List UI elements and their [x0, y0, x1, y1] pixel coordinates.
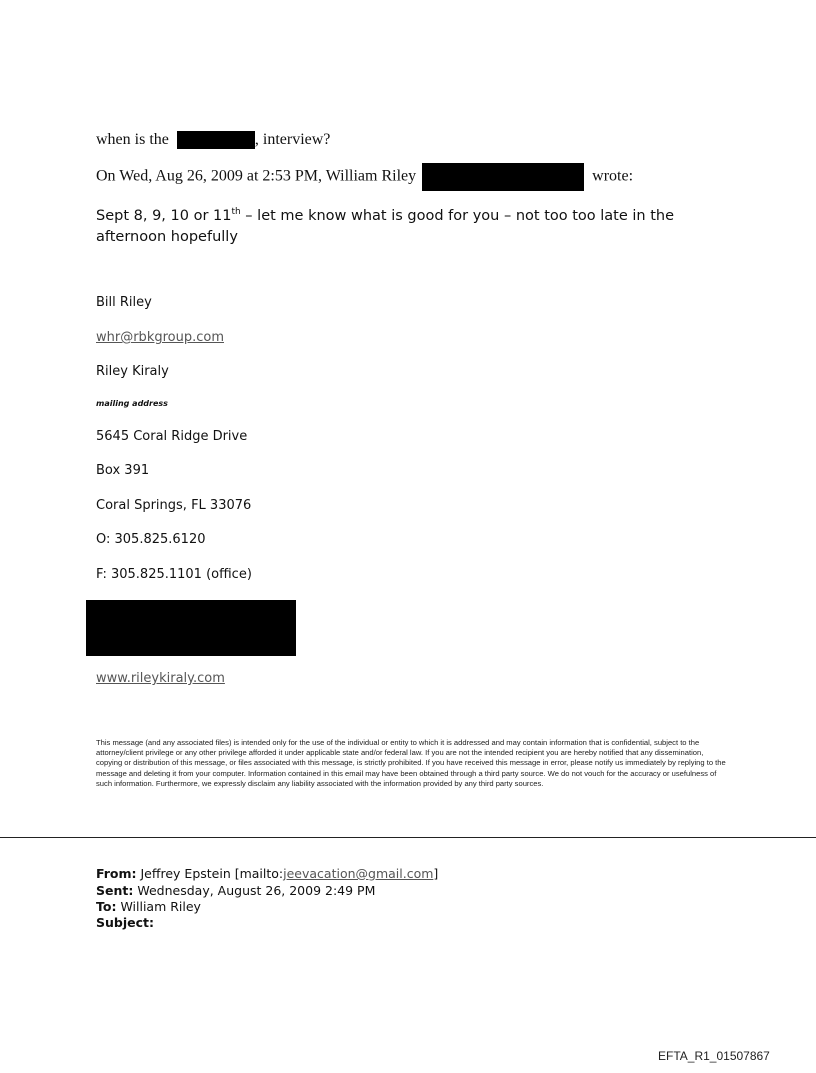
signature-email-link[interactable]: whr@rbkgroup.com: [96, 330, 224, 345]
quoted-header-text: On Wed, Aug 26, 2009 at 2:53 PM, William Riley: [96, 167, 417, 185]
signature-fax: F: 305.825.1101 (office): [96, 567, 252, 582]
reply-question-end: , interview?: [254, 131, 331, 148]
from-label: From:: [96, 866, 137, 881]
legal-disclaimer: This message (and any associated files) is intended only for the use of the individual or entity to which it is addressed and may contain information that is confidential, subject to the attorney/client privilege or any other privilege afforded it under applicable state and/or federal law. If you are not the intended recipient you are hereby notified that any dissemination, copying or distribution of this message, or files associated with this message, is strictly prohibited. If you have received this message in error, please notify us immediately by replying to the message and deleting it from your computer. Information contained in this email may have been obtained through a third party source. We do not vouch for the accuracy or usefulness of such information. Furthermore, we expressly disclaim any liability associated with the information provided by any third party sources.: [96, 738, 726, 788]
signature-name: Bill Riley: [96, 295, 152, 310]
signature-address-line-1: 5645 Coral Ridge Drive: [96, 429, 248, 444]
message-text-start: Sept 8, 9, 10 or 11: [96, 207, 232, 224]
to-value: William Riley: [120, 899, 201, 914]
reply-question-start: when is the: [96, 131, 169, 148]
sent-label: Sent:: [96, 883, 134, 898]
message-superscript: th: [231, 207, 241, 217]
original-to-line: [96, 899, 201, 914]
reply-question: [96, 131, 330, 149]
signature-address-line-3: Coral Springs, FL 33076: [96, 498, 252, 513]
original-from-line: [96, 866, 438, 881]
quoted-header-line: [96, 163, 633, 191]
message-text-end: – let me know what is good for you – not too too late in the afternoon hopefully: [96, 207, 675, 245]
signature-mailing-label: mailing address: [96, 399, 168, 408]
from-close: ]: [433, 866, 439, 881]
original-subject-line: [96, 915, 154, 930]
signature-website-link[interactable]: www.rileykiraly.com: [96, 671, 225, 686]
from-email-link[interactable]: jeevacation@gmail.com: [283, 866, 434, 881]
document-id: EFTA_R1_01507867: [658, 1049, 770, 1063]
to-label: To:: [96, 899, 117, 914]
sent-value: Wednesday, August 26, 2009 2:49 PM: [137, 883, 376, 898]
redaction-bar: [422, 163, 584, 191]
signature-address-line-2: Box 391: [96, 463, 150, 478]
redaction-bar: [177, 131, 255, 149]
signature-office-phone: O: 305.825.6120: [96, 532, 206, 547]
section-divider: [0, 837, 816, 838]
from-name: Jeffrey Epstein [mailto:: [140, 866, 284, 881]
quoted-message: [96, 202, 736, 248]
redaction-block: [86, 600, 296, 656]
subject-label: Subject:: [96, 915, 154, 930]
original-sent-line: [96, 883, 375, 898]
signature-company: Riley Kiraly: [96, 364, 169, 379]
quoted-header-wrote: wrote:: [592, 167, 634, 185]
